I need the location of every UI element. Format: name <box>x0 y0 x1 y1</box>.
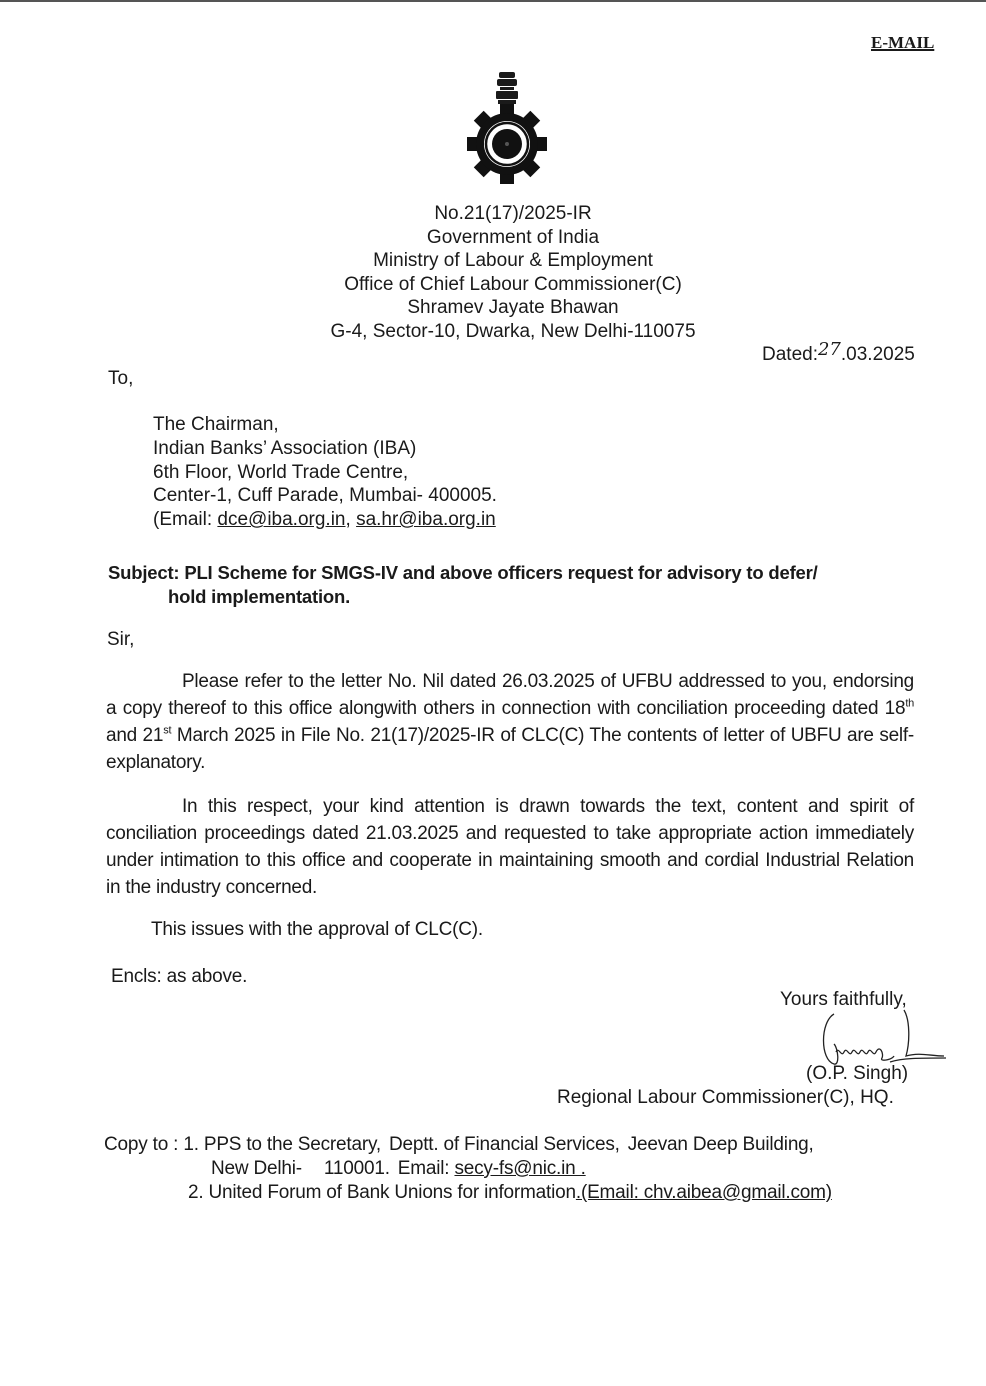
addressee-line: 6th Floor, World Trade Centre, <box>153 461 409 483</box>
email-separator: , <box>345 509 357 531</box>
copy-email-label: Email: <box>397 1158 455 1179</box>
copy-building: Jeevan Deep Building, <box>627 1134 814 1155</box>
date-rest: .03.2025 <box>840 344 915 365</box>
addressee-line: Indian Banks’ Association (IBA) <box>153 437 417 459</box>
copy-city: New Delhi- <box>211 1158 302 1179</box>
email-tag: E-MAIL <box>871 33 935 52</box>
signatory-title: Regional Labour Commissioner(C), HQ. <box>557 1087 894 1108</box>
paragraph-text: March 2025 in File No. 21(17)/2025-IR of CLC(C) The contents of letter of UBFU are self-explanatory. <box>106 725 914 773</box>
copy-to-item-1 <box>104 1134 814 1156</box>
copy-pin: 110001. <box>323 1158 390 1179</box>
addressee-line: The Chairman, <box>153 414 279 435</box>
handwritten-day: 27 <box>817 339 841 360</box>
paragraph-text: Please refer to the letter No. Nil dated 26.03.2025 of UFBU addressed to you, endorsing a copy thereof to this office alongwith others in connection with conciliation proceeding dated 18 <box>106 671 914 719</box>
reference-number: No.21(17)/2025-IR <box>434 203 592 224</box>
body-paragraph-2: In this respect, your kind attention is drawn towards the text, content and spirit of conciliation proceedings dated 21.03.2025 and requested to take appropriate action immediately under intimation to this office and cooperate in maintaining smooth and cordial Industrial Relation in the industry concerned. <box>106 796 914 898</box>
ordinal-suffix: th <box>905 697 914 710</box>
copy-to-item-2 <box>188 1182 832 1204</box>
page-top-border <box>0 0 986 2</box>
ministry-line: Ministry of Labour & Employment <box>373 250 653 272</box>
ordinal-suffix: st <box>163 724 172 737</box>
email-link-secy-fs[interactable]: secy-fs@nic.in . <box>454 1158 586 1179</box>
government-line: Government of India <box>426 226 600 248</box>
subject-text-line1: Subject: PLI Scheme for SMGS-IV and above officers request for advisory to defer/ <box>108 562 818 583</box>
email-link-dce[interactable]: dce@iba.org.in <box>217 509 346 531</box>
subject-line <box>108 561 918 609</box>
signatory-name: (O.P. Singh) <box>806 1063 909 1084</box>
to-label: To, <box>108 368 134 389</box>
addressee-line: Center-1, Cuff Parade, Mumbai- 400005. <box>153 485 497 507</box>
enclosures-line: Encls: as above. <box>111 966 248 987</box>
labour-ministry-emblem-icon <box>462 68 552 186</box>
addressee-block <box>153 413 497 532</box>
copy-recipient: 2. United Forum of Bank Unions for information <box>188 1182 576 1203</box>
email-link-chv-aibea[interactable]: .(Email: chv.aibea@gmail.com) <box>575 1182 832 1203</box>
body-paragraph-1 <box>106 668 914 776</box>
date-label: Dated: <box>762 344 818 365</box>
subject-text-line2: hold implementation. <box>168 586 351 607</box>
salutation: Sir, <box>107 629 135 650</box>
copy-recipient: 1. PPS to the Secretary, <box>183 1134 381 1155</box>
email-link-sa-hr[interactable]: sa.hr@iba.org.in <box>356 509 496 531</box>
copy-to-label: Copy to : <box>104 1134 184 1155</box>
letter-date <box>762 339 915 366</box>
paragraph-text: and 21 <box>106 725 164 746</box>
closing: Yours faithfully, <box>780 989 907 1010</box>
building-line: Shramev Jayate Bhawan <box>407 297 619 319</box>
email-prefix: (Email: <box>153 509 218 531</box>
addressee-email-line <box>153 508 497 532</box>
letterhead <box>300 202 726 344</box>
address-line: G-4, Sector-10, Dwarka, New Delhi-110075 <box>330 320 696 342</box>
approval-line: This issues with the approval of CLC(C). <box>151 919 484 940</box>
copy-to-item-1-address <box>211 1158 586 1180</box>
copy-department: Deptt. of Financial Services, <box>388 1134 620 1155</box>
office-line: Office of Chief Labour Commissioner(C) <box>344 273 682 295</box>
